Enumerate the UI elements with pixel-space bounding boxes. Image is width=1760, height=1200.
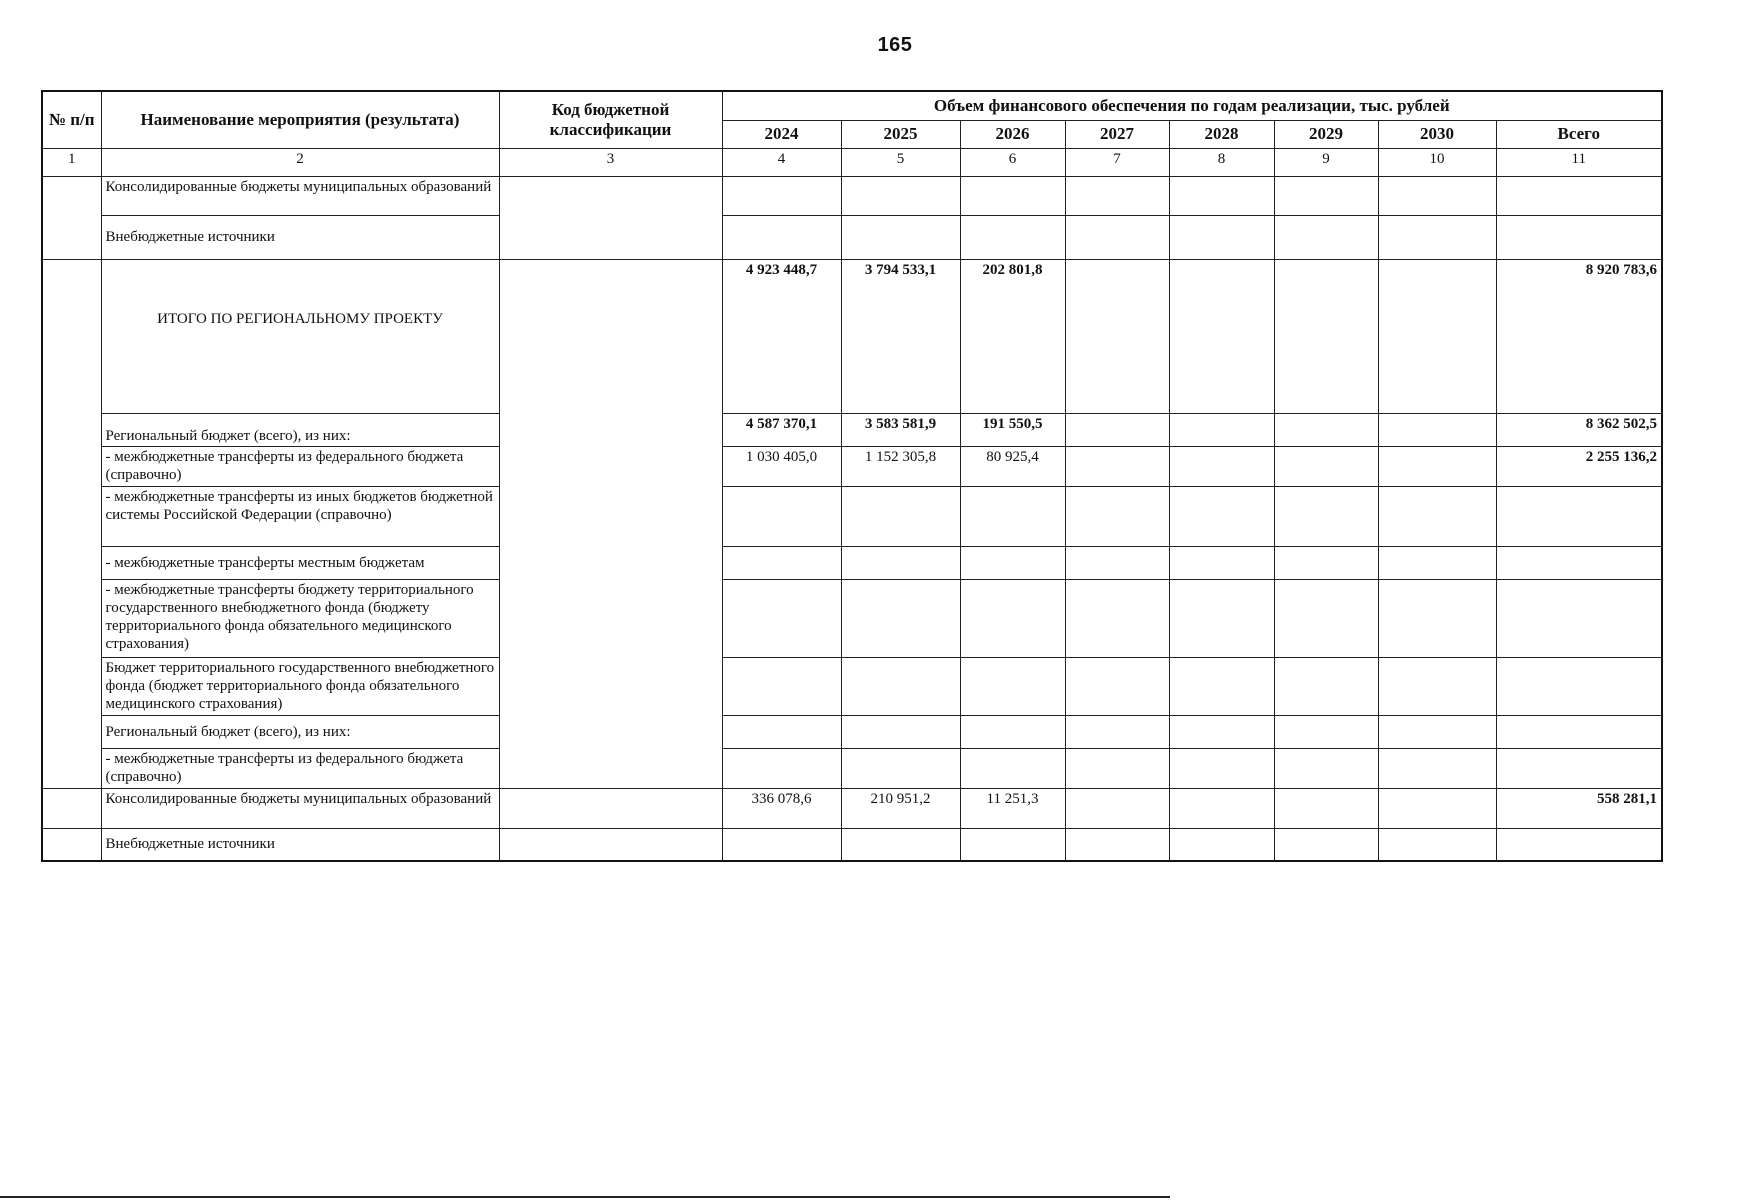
- total-cell: 8 362 502,5: [1496, 413, 1662, 446]
- value-cell: [722, 828, 841, 861]
- row-name: Консолидированные бюджеты муниципальных образований: [101, 176, 499, 215]
- row-name: Внебюджетные источники: [101, 215, 499, 259]
- value-cell: [1065, 657, 1169, 715]
- code-cell: [499, 176, 722, 259]
- column-number: 8: [1169, 148, 1274, 176]
- value-cell: [960, 657, 1065, 715]
- value-cell: 80 925,4: [960, 446, 1065, 486]
- table-row: [42, 788, 1662, 828]
- value-cell: [1274, 788, 1378, 828]
- row-name: Региональный бюджет (всего), из них:: [101, 715, 499, 748]
- header-year: 2030: [1378, 120, 1496, 148]
- row-name: Внебюджетные источники: [101, 828, 499, 861]
- value-cell: [1274, 413, 1378, 446]
- table-row: [42, 546, 1662, 579]
- value-cell: [1169, 176, 1274, 215]
- value-cell: [1378, 579, 1496, 657]
- value-cell: 11 251,3: [960, 788, 1065, 828]
- row-num-cell: [42, 176, 101, 259]
- value-cell: [1169, 828, 1274, 861]
- total-cell: 558 281,1: [1496, 788, 1662, 828]
- value-cell: [841, 828, 960, 861]
- value-cell: [960, 579, 1065, 657]
- value-cell: [1378, 486, 1496, 546]
- value-cell: [960, 176, 1065, 215]
- value-cell: [841, 579, 960, 657]
- value-cell: [841, 546, 960, 579]
- value-cell: [1065, 546, 1169, 579]
- value-cell: [1378, 413, 1496, 446]
- value-cell: [960, 748, 1065, 788]
- total-cell: [1496, 657, 1662, 715]
- value-cell: [1169, 259, 1274, 413]
- header-total: Всего: [1496, 120, 1662, 148]
- value-cell: [1065, 446, 1169, 486]
- value-cell: [1169, 446, 1274, 486]
- value-cell: [960, 486, 1065, 546]
- value-cell: [1274, 579, 1378, 657]
- bottom-rule: [0, 1196, 1170, 1198]
- row-num-cell: [42, 828, 101, 861]
- value-cell: [1065, 748, 1169, 788]
- header-year: 2025: [841, 120, 960, 148]
- header-volume: Объем финансового обеспечения по годам реализации, тыс. рублей: [722, 91, 1662, 120]
- value-cell: [1169, 486, 1274, 546]
- value-cell: [1169, 788, 1274, 828]
- value-cell: [1169, 579, 1274, 657]
- value-cell: [1274, 486, 1378, 546]
- value-cell: [960, 828, 1065, 861]
- value-cell: [1378, 748, 1496, 788]
- value-cell: [1274, 748, 1378, 788]
- page-number: 165: [877, 34, 913, 56]
- value-cell: [1169, 657, 1274, 715]
- column-number: 10: [1378, 148, 1496, 176]
- value-cell: [1065, 215, 1169, 259]
- table-row: [42, 657, 1662, 715]
- value-cell: 3 794 533,1: [841, 259, 960, 413]
- row-name: Региональный бюджет (всего), из них:: [101, 413, 499, 446]
- value-cell: [1065, 828, 1169, 861]
- column-number: 6: [960, 148, 1065, 176]
- value-cell: [722, 715, 841, 748]
- value-cell: [722, 748, 841, 788]
- value-cell: [1378, 215, 1496, 259]
- value-cell: [1169, 546, 1274, 579]
- value-cell: [841, 486, 960, 546]
- value-cell: [1378, 715, 1496, 748]
- code-cell: [499, 828, 722, 861]
- header-row-1: [42, 91, 1662, 120]
- column-number: 4: [722, 148, 841, 176]
- column-numbers-row: [42, 148, 1662, 176]
- value-cell: [1065, 579, 1169, 657]
- table-row: [42, 486, 1662, 546]
- code-cell: [499, 259, 722, 788]
- value-cell: [841, 715, 960, 748]
- table-row: [42, 446, 1662, 486]
- value-cell: [722, 486, 841, 546]
- column-number: 9: [1274, 148, 1378, 176]
- code-cell: [499, 788, 722, 828]
- value-cell: [722, 579, 841, 657]
- total-cell: 8 920 783,6: [1496, 259, 1662, 413]
- value-cell: [1169, 748, 1274, 788]
- value-cell: [841, 215, 960, 259]
- value-cell: 202 801,8: [960, 259, 1065, 413]
- total-cell: [1496, 176, 1662, 215]
- value-cell: [722, 176, 841, 215]
- total-cell: [1496, 579, 1662, 657]
- row-num-cell: [42, 259, 101, 788]
- row-name: Консолидированные бюджеты муниципальных образований: [101, 788, 499, 828]
- value-cell: [1169, 715, 1274, 748]
- total-label: ИТОГО ПО РЕГИОНАЛЬНОМУ ПРОЕКТУ: [101, 259, 499, 413]
- value-cell: [722, 215, 841, 259]
- value-cell: [1065, 715, 1169, 748]
- value-cell: [1065, 413, 1169, 446]
- value-cell: [1169, 215, 1274, 259]
- value-cell: [1169, 413, 1274, 446]
- value-cell: [1274, 715, 1378, 748]
- total-cell: [1496, 828, 1662, 861]
- header-num: № п/п: [42, 91, 101, 148]
- header-name: Наименование мероприятия (результата): [101, 91, 499, 148]
- value-cell: [1065, 259, 1169, 413]
- total-cell: [1496, 486, 1662, 546]
- column-number: 1: [42, 148, 101, 176]
- value-cell: 191 550,5: [960, 413, 1065, 446]
- value-cell: [960, 215, 1065, 259]
- header-year: 2029: [1274, 120, 1378, 148]
- value-cell: [1274, 828, 1378, 861]
- value-cell: [841, 176, 960, 215]
- row-name: - межбюджетные трансферты из федерального бюджета (справочно): [101, 446, 499, 486]
- total-row: [42, 259, 1662, 413]
- value-cell: [841, 748, 960, 788]
- value-cell: [1065, 788, 1169, 828]
- value-cell: [1274, 657, 1378, 715]
- column-number: 11: [1496, 148, 1662, 176]
- column-number: 7: [1065, 148, 1169, 176]
- value-cell: [841, 657, 960, 715]
- value-cell: [722, 546, 841, 579]
- column-number: 2: [101, 148, 499, 176]
- value-cell: [1274, 546, 1378, 579]
- row-name: - межбюджетные трансферты из федерального бюджета (справочно): [101, 748, 499, 788]
- row-name: - межбюджетные трансферты из иных бюджетов бюджетной системы Российской Федерации (справочно): [101, 486, 499, 546]
- total-cell: [1496, 748, 1662, 788]
- header-year: 2027: [1065, 120, 1169, 148]
- column-number: 3: [499, 148, 722, 176]
- value-cell: 3 583 581,9: [841, 413, 960, 446]
- financing-table: [41, 90, 1663, 862]
- table-row: [42, 215, 1662, 259]
- value-cell: [1378, 446, 1496, 486]
- value-cell: 4 923 448,7: [722, 259, 841, 413]
- value-cell: [1274, 259, 1378, 413]
- value-cell: [1065, 486, 1169, 546]
- table-row: [42, 413, 1662, 446]
- value-cell: 210 951,2: [841, 788, 960, 828]
- table-row: [42, 828, 1662, 861]
- total-cell: [1496, 546, 1662, 579]
- row-name: - межбюджетные трансферты местным бюджетам: [101, 546, 499, 579]
- value-cell: [722, 657, 841, 715]
- value-cell: [1065, 176, 1169, 215]
- total-cell: [1496, 715, 1662, 748]
- row-name: Бюджет территориального государственного внебюджетного фонда (бюджет территориального фонда обязательного медицинского страхования): [101, 657, 499, 715]
- table-row: [42, 579, 1662, 657]
- value-cell: [1378, 546, 1496, 579]
- value-cell: [960, 715, 1065, 748]
- value-cell: [1378, 176, 1496, 215]
- table-row: [42, 715, 1662, 748]
- value-cell: [1274, 446, 1378, 486]
- value-cell: [1378, 788, 1496, 828]
- total-cell: [1496, 215, 1662, 259]
- value-cell: 336 078,6: [722, 788, 841, 828]
- header-code: Код бюджетной классификации: [499, 91, 722, 148]
- row-name: - межбюджетные трансферты бюджету территориального государственного внебюджетного фонда (бюджету территориального фонда обязательного медицинского страхования): [101, 579, 499, 657]
- value-cell: [1378, 828, 1496, 861]
- value-cell: 4 587 370,1: [722, 413, 841, 446]
- value-cell: 1 030 405,0: [722, 446, 841, 486]
- column-number: 5: [841, 148, 960, 176]
- header-year: 2026: [960, 120, 1065, 148]
- value-cell: [1274, 215, 1378, 259]
- total-cell: 2 255 136,2: [1496, 446, 1662, 486]
- value-cell: [1378, 259, 1496, 413]
- value-cell: [960, 546, 1065, 579]
- value-cell: [1274, 176, 1378, 215]
- table-row: [42, 748, 1662, 788]
- table-row: [42, 176, 1662, 215]
- header-year: 2028: [1169, 120, 1274, 148]
- row-num-cell: [42, 788, 101, 828]
- value-cell: 1 152 305,8: [841, 446, 960, 486]
- value-cell: [1378, 657, 1496, 715]
- header-year: 2024: [722, 120, 841, 148]
